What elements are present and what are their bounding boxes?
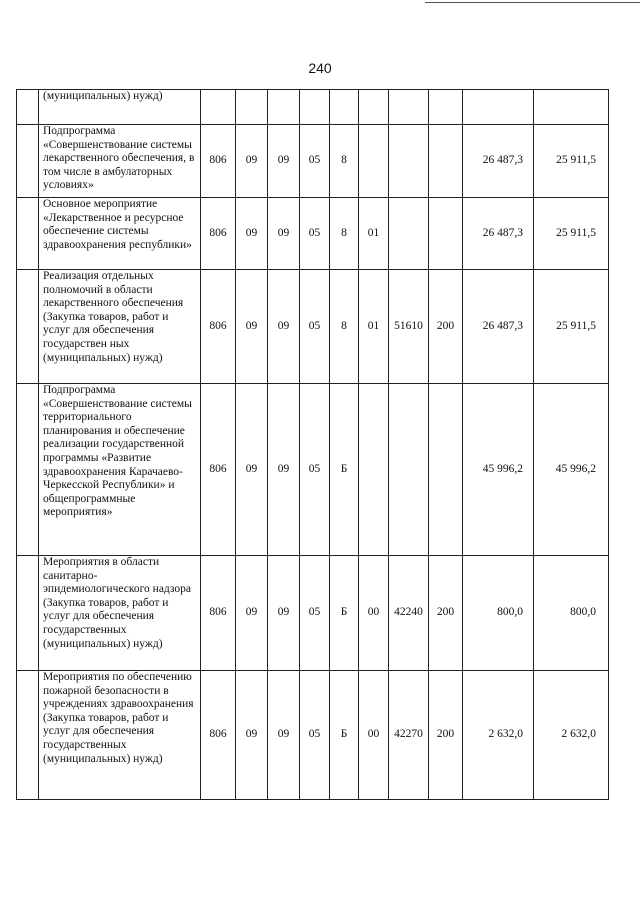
program-code-cell: 05 <box>300 270 330 384</box>
direction-code-cell <box>389 90 429 125</box>
row-index-cell <box>17 556 39 671</box>
sum-second-cell: 25 911,5 <box>534 198 609 270</box>
program-code-cell: 05 <box>300 384 330 556</box>
subsection-code-cell <box>268 90 300 125</box>
sum-second-cell <box>534 90 609 125</box>
expense-type-cell <box>429 90 463 125</box>
expense-type-cell <box>429 198 463 270</box>
sum-first-cell: 26 487,3 <box>463 125 534 198</box>
table-row <box>17 125 609 198</box>
program-code-cell: 05 <box>300 198 330 270</box>
table-row <box>17 556 609 671</box>
direction-code-cell: 51610 <box>389 270 429 384</box>
direction-code-cell: 42240 <box>389 556 429 671</box>
event-code-cell <box>359 384 389 556</box>
expense-type-cell <box>429 125 463 198</box>
subprogram-code-cell <box>330 90 359 125</box>
sum-first-cell: 26 487,3 <box>463 270 534 384</box>
program-code-cell: 05 <box>300 556 330 671</box>
section-code-cell: 09 <box>236 198 268 270</box>
row-index-cell <box>17 198 39 270</box>
sum-second-cell: 25 911,5 <box>534 125 609 198</box>
subsection-code-cell: 09 <box>268 125 300 198</box>
row-name-cell: Мероприятия по обеспечению пожарной безопасности в учреждениях здравоохранения (Закупка товаров, работ и услуг для обеспечения государственных (муниципальных) нужд) <box>39 671 201 800</box>
sum-second-cell: 25 911,5 <box>534 270 609 384</box>
sum-second-cell: 800,0 <box>534 556 609 671</box>
ministry-code-cell: 806 <box>201 198 236 270</box>
event-code-cell <box>359 125 389 198</box>
ministry-code-cell: 806 <box>201 556 236 671</box>
direction-code-cell <box>389 198 429 270</box>
table-row <box>17 671 609 800</box>
subprogram-code-cell: 8 <box>330 198 359 270</box>
row-index-cell <box>17 270 39 384</box>
sum-first-cell <box>463 90 534 125</box>
expense-type-cell: 200 <box>429 270 463 384</box>
expense-type-cell <box>429 384 463 556</box>
subsection-code-cell: 09 <box>268 556 300 671</box>
subsection-code-cell: 09 <box>268 671 300 800</box>
section-code-cell: 09 <box>236 270 268 384</box>
sum-second-cell: 2 632,0 <box>534 671 609 800</box>
subprogram-code-cell: Б <box>330 671 359 800</box>
row-index-cell <box>17 90 39 125</box>
row-name-cell: Основное мероприятие «Лекарственное и ресурсное обеспечение системы здравоохранения республики» <box>39 198 201 270</box>
direction-code-cell <box>389 384 429 556</box>
event-code-cell: 01 <box>359 198 389 270</box>
event-code-cell: 00 <box>359 671 389 800</box>
row-index-cell <box>17 125 39 198</box>
subprogram-code-cell: 8 <box>330 125 359 198</box>
expense-type-cell: 200 <box>429 671 463 800</box>
ministry-code-cell: 806 <box>201 384 236 556</box>
section-code-cell <box>236 90 268 125</box>
row-name-cell: Подпрограмма «Совершенствование системы лекарственного обеспечения, в том числе в амбулаторных условиях» <box>39 125 201 198</box>
ministry-code-cell: 806 <box>201 671 236 800</box>
program-code-cell: 05 <box>300 125 330 198</box>
page-number: 240 <box>308 60 332 76</box>
top-rule <box>425 2 640 3</box>
sum-first-cell: 45 996,2 <box>463 384 534 556</box>
subprogram-code-cell: Б <box>330 556 359 671</box>
sum-second-cell: 45 996,2 <box>534 384 609 556</box>
subsection-code-cell: 09 <box>268 270 300 384</box>
section-code-cell: 09 <box>236 125 268 198</box>
table-row <box>17 90 609 125</box>
row-index-cell <box>17 384 39 556</box>
sum-first-cell: 26 487,3 <box>463 198 534 270</box>
ministry-code-cell <box>201 90 236 125</box>
ministry-code-cell: 806 <box>201 270 236 384</box>
row-name-cell: Подпрограмма «Совершенствование системы территориального планирования и обеспечение реализации государственной программы «Развитие здравоохранения Карачаево-Черкесской Республики» и общепрограммные мероприятия» <box>39 384 201 556</box>
program-code-cell: 05 <box>300 671 330 800</box>
table-row <box>17 198 609 270</box>
direction-code-cell <box>389 125 429 198</box>
row-name-cell: (муниципальных) нужд) <box>39 90 201 125</box>
row-index-cell <box>17 671 39 800</box>
sum-first-cell: 800,0 <box>463 556 534 671</box>
section-code-cell: 09 <box>236 384 268 556</box>
direction-code-cell: 42270 <box>389 671 429 800</box>
table-row <box>17 270 609 384</box>
table-row <box>17 384 609 556</box>
event-code-cell: 01 <box>359 270 389 384</box>
section-code-cell: 09 <box>236 671 268 800</box>
subprogram-code-cell: 8 <box>330 270 359 384</box>
expense-type-cell: 200 <box>429 556 463 671</box>
subprogram-code-cell: Б <box>330 384 359 556</box>
event-code-cell <box>359 90 389 125</box>
event-code-cell: 00 <box>359 556 389 671</box>
subsection-code-cell: 09 <box>268 198 300 270</box>
subsection-code-cell: 09 <box>268 384 300 556</box>
ministry-code-cell: 806 <box>201 125 236 198</box>
sum-first-cell: 2 632,0 <box>463 671 534 800</box>
row-name-cell: Мероприятия в области санитарно-эпидемиологического надзора (Закупка товаров, работ и услуг для обеспечения государственных (муниципальных) нужд) <box>39 556 201 671</box>
section-code-cell: 09 <box>236 556 268 671</box>
budget-table <box>16 89 609 800</box>
row-name-cell: Реализация отдельных полномочий в области лекарственного обеспечения (Закупка товаров, работ и услуг для обеспечения государствен ных (муниципальных) нужд) <box>39 270 201 384</box>
program-code-cell <box>300 90 330 125</box>
